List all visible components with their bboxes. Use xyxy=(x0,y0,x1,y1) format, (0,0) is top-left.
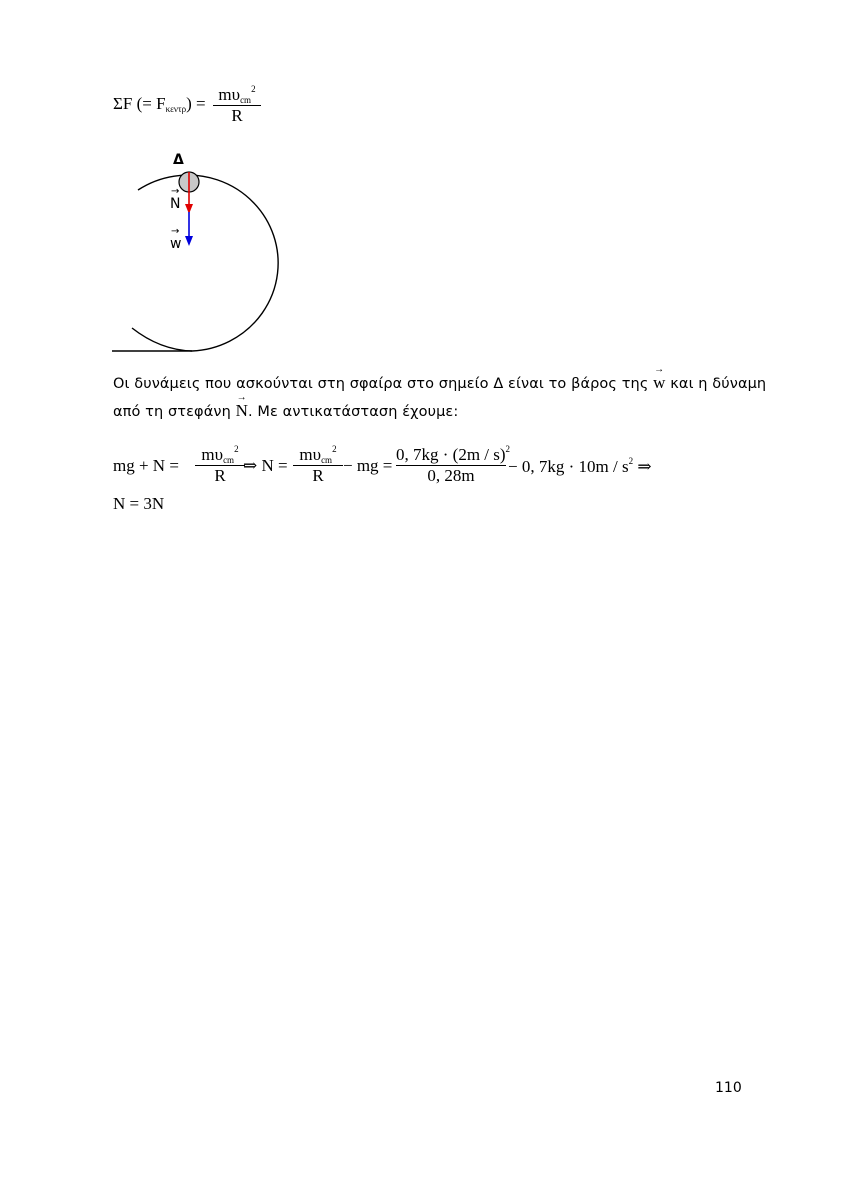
eq-f3-sup: 2 xyxy=(505,444,511,454)
main-equation xyxy=(113,442,673,492)
weight-inline-vector: → w xyxy=(653,364,666,392)
eq-f2-sub: cm xyxy=(321,455,333,465)
eq-f2-den: R xyxy=(312,466,324,485)
weight-inline-symbol: w xyxy=(653,373,666,392)
eq-f3-den: 0, 28m xyxy=(427,466,475,485)
formula1-den: R xyxy=(231,106,243,125)
eq-part4: − 0, 7kg · 10m / s xyxy=(508,457,629,476)
eq-f1-num: mυ xyxy=(201,445,224,464)
weight-label: w xyxy=(170,236,182,252)
normal-label: N xyxy=(170,196,181,212)
paragraph-line1-a: Οι δυνάμεις που ασκούνται στη σφαίρα στο σημείο Δ είναι το βάρος της xyxy=(113,376,649,392)
eq-f1-sup: 2 xyxy=(234,444,239,454)
eq-part2: ⇒ N = xyxy=(243,456,288,475)
eq-part4-end: ⇒ xyxy=(637,457,652,476)
entry-curve xyxy=(132,328,192,351)
point-label: Δ xyxy=(173,152,184,168)
paragraph-line-2 xyxy=(113,392,459,421)
weight-vector-arrow: → xyxy=(171,226,180,237)
equation-result: N = 3N xyxy=(113,494,165,513)
paragraph-line1-b: και η δύναμη xyxy=(670,376,767,392)
normal-inline-symbol: N xyxy=(235,401,248,420)
normal-vector-arrow: → xyxy=(171,186,180,197)
loop-track-figure xyxy=(100,150,300,360)
formula1-num-sub: cm xyxy=(240,95,252,105)
normal-inline-vector: → N xyxy=(235,392,248,420)
eq-f2-sup: 2 xyxy=(332,444,337,454)
formula1-num: mυ xyxy=(218,85,241,104)
page-number: 110 xyxy=(715,1080,742,1096)
paragraph-line2-b: . Με αντικατάσταση έχουμε: xyxy=(247,404,459,420)
normal-label-wrap xyxy=(170,186,181,212)
eq-part4-sup: 2 xyxy=(628,456,634,466)
weight-label-wrap xyxy=(170,226,182,252)
paragraph-line-1 xyxy=(113,364,767,393)
eq-part3: − mg = xyxy=(343,456,393,475)
eq-f3-num: 0, 7kg · (2m / s) xyxy=(396,445,506,464)
weight-arrowhead xyxy=(185,236,193,246)
formula1-lhs: ΣF (= F xyxy=(113,94,166,113)
eq-part1: mg + N = xyxy=(113,456,179,475)
eq-f2-num: mυ xyxy=(299,445,322,464)
paragraph-line2-a: από τη στεφάνη xyxy=(113,404,231,420)
formula1-lhs-sub: κεντρ xyxy=(165,104,187,114)
eq-f1-den: R xyxy=(214,466,226,485)
eq-f1-sub: cm xyxy=(223,455,235,465)
loop-circle xyxy=(138,175,278,351)
formula1-lhs-end: ) = xyxy=(186,94,206,113)
formula-centripetal xyxy=(113,84,273,130)
formula1-num-sup: 2 xyxy=(251,84,256,94)
